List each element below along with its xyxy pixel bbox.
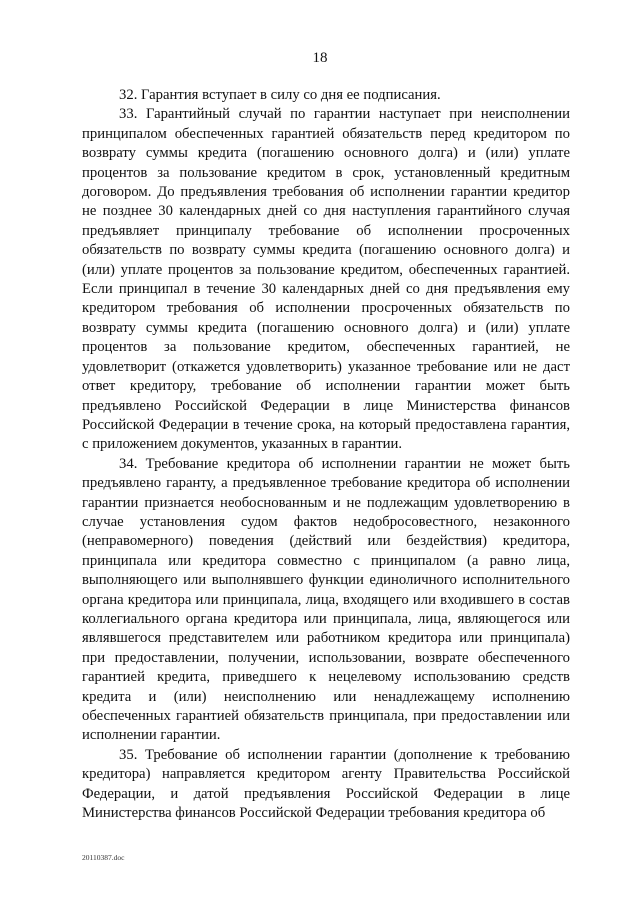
paragraph-35: 35. Требование об исполнении гарантии (дополнение к требованию кредитора) направляется кредитором агенту Правительства Российской Федерации, и датой предъявления Российской Федерации в лице Министерства финансов Российской Федерации требования кредитора об — [82, 746, 570, 822]
paragraph-33: 33. Гарантийный случай по гарантии наступает при неисполнении принципалом обеспеченных гарантией обязательств перед кредитором по возврату суммы кредита (погашению основного долга) и (или) уплате процентов за пользование кредитом в срок, установленный кредитным договором. До предъявления требования об исполнении гарантии кредитор не позднее 30 календарных дней со дня наступления гарантийного случая предъявляет принципалу требование об исполнении просроченных обязательств по возврату суммы кредита (погашению основного долга) и (или) уплате процентов за пользование кредитом, обеспеченных гарантией. Если принципал в течение 30 календарных дней со дня предъявления ему кредитором требования об исполнении просроченных обязательств по возврату суммы кредита (погашению основного долга) и (или) уплате процентов за пользование кредитом, обеспеченных гарантией, не удовлетворит (откажется удовлетворить) указанное требование или не даст ответ кредитору, требование об исполнении гарантии может быть предъявлено Российской Федерации в лице Министерства финансов Российской Федерации в течение срока, на который предоставлена гарантия, с приложением документов, указанных в гарантии. — [82, 106, 570, 453]
page-number: 18 — [312, 50, 328, 66]
document-body — [82, 86, 570, 823]
paragraph-34: 34. Требование кредитора об исполнении гарантии не может быть предъявлено гаранту, а предъявленное требование кредитора об исполнении гарантии признается необоснованным и не подлежащим удовлетворению в случае установления судом фактов недобросовестного, незаконного (неправомерного) поведения (действий или бездействия) кредитора, принципала или кредитора совместно с принципалом (а равно лица, выполняющего или выполнявшего функции единоличного исполнительного органа кредитора или принципала, лица, входящего или входившего в состав коллегиального органа кредитора или принципала, лица, являющегося или являвшегося представителем или работником кредитора или принципала) при предоставлении, получении, использовании, возврате обеспеченного гарантией кредита, приведшего к нецелевому использованию средств кредита и (или) неисполнению или ненадлежащему исполнению обеспеченных гарантией обязательств принципала, при предоставлении или исполнении гарантии. — [82, 455, 570, 744]
paragraph-32: 32. Гарантия вступает в силу со дня ее подписания. — [119, 87, 441, 103]
footer-filename: 20110387.doc — [82, 853, 125, 862]
